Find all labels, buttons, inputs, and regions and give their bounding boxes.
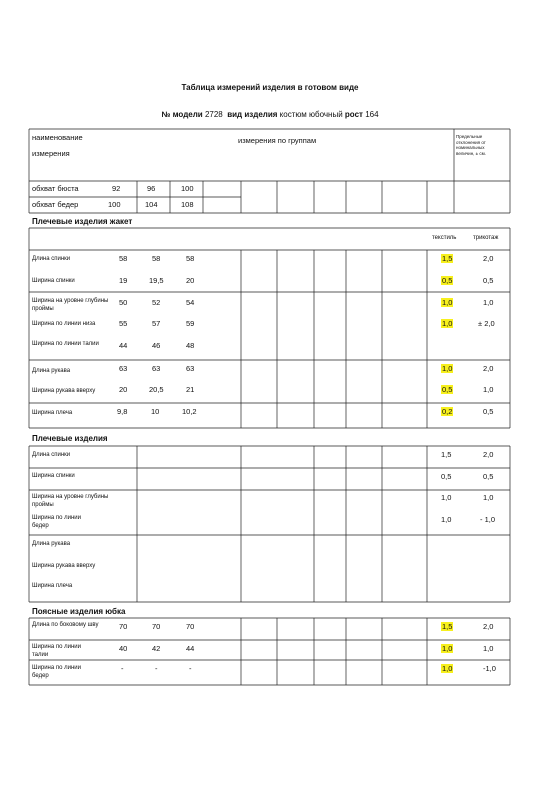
tolerance-cell [441,319,453,328]
knit-cell: 1,0 [483,298,494,307]
knit-cell: 2,0 [483,254,494,263]
tolerance-value: 0,2 [442,407,453,416]
section-heading-skirt: Поясные изделия юбка [32,607,126,616]
table-row-label: Ширина плеча [32,583,73,589]
body-row-value: 108 [181,200,194,209]
table-row-label: Ширина по линии бедер [32,515,81,529]
table-cell: 44 [186,644,195,653]
table-cell: 54 [186,298,195,307]
knit-cell: 2,0 [483,364,494,373]
tolerance-value: 0,5 [442,276,453,285]
tolerance-cell [441,298,453,307]
table-cell: 20,5 [149,385,164,394]
knit-cell: 2,0 [483,450,494,459]
table-cell: 55 [119,319,128,328]
header-tol-line2: отклонения от [456,139,486,145]
header-name [32,133,83,158]
table-cell: - [189,664,192,673]
table-cell: 58 [152,254,161,263]
table-cell: 63 [186,364,195,373]
model-number: 2728 [204,110,223,119]
column-knit: трикотаж [473,235,499,241]
tolerance-cell [441,622,453,631]
table-cell: 44 [119,341,128,350]
table-cell: - [155,664,158,673]
table-row-label: Ширина плеча [32,410,73,416]
table-row-label: Ширина рукава вверху [32,563,96,569]
body-row-value: 96 [147,184,156,193]
table-cell: 40 [119,644,128,653]
table-cell: 48 [186,341,195,350]
body-row-label: обхват бюста [32,184,79,193]
table-cell: 9,8 [117,407,128,416]
tolerance-value: 1,0 [442,298,453,307]
table-cell: 63 [119,364,128,373]
table-cell: 58 [119,254,128,263]
tolerance-cell [441,254,453,263]
tolerance-value: 1,0 [442,319,453,328]
column-textile: текстиль [432,235,457,241]
table-cell: 19,5 [149,276,164,285]
body-row-value: 100 [181,184,194,193]
knit-cell: 0,5 [483,276,494,285]
table-row-label: Длина рукава [32,368,71,374]
header-name-line2: измерения [32,149,70,158]
header-tolerance [456,134,486,156]
height-value: 164 [365,110,379,119]
knit-cell: 2,0 [483,622,494,631]
body-row-value: 92 [112,184,121,193]
section-heading-jacket: Плечевые изделия жакет [32,217,133,226]
table-cell: 10,2 [182,407,197,416]
table-row-label: Ширина по линии талии [32,644,81,658]
table-row-label: Длина по боковому шву [32,622,99,628]
tolerance-value: 1,0 [442,644,453,653]
table-row-label: Ширина рукава вверху [32,388,96,394]
table-cell: 21 [186,385,195,394]
knit-cell: ± 2,0 [478,319,495,328]
tolerance-value: 0,5 [442,385,453,394]
table-cell: 59 [186,319,195,328]
table-row-label: Длина рукава [32,541,71,547]
header-name-line1: наименование [32,133,83,142]
table-cell: - [121,664,124,673]
height-label: рост [344,110,363,119]
tolerance-cell: 0,5 [441,472,452,481]
knit-cell: 0,5 [483,407,494,416]
table-cell: 46 [152,341,161,350]
header-tol-line4: величин, ± см. [456,150,486,156]
table-cell: 42 [152,644,161,653]
table-row-label: Длина спинки [32,452,71,458]
body-row-value: 100 [108,200,121,209]
document-title: Таблица измерений изделия в готовом виде [181,83,359,92]
table-row-label: Ширина спинки [32,278,75,284]
tolerance-cell [441,664,453,673]
header-tol-line3: номинальных [456,145,485,150]
type-value: костюм юбочный [279,110,343,119]
table-row-label: Ширина спинки [32,473,75,479]
table-row-label: Ширина по линии талии [32,341,99,347]
table-cell: 70 [152,622,161,631]
knit-cell: 1,0 [483,493,494,502]
table-cell: 19 [119,276,128,285]
table-row-label: Ширина на уровне глубины проймы [32,298,109,312]
table-cell: 63 [152,364,161,373]
knit-cell: 1,0 [483,644,494,653]
table-cell: 58 [186,254,195,263]
table-cell: 10 [151,407,160,416]
tolerance-cell [441,364,453,373]
knit-cell: -1,0 [483,664,496,673]
table-cell: 50 [119,298,128,307]
model-label: № модели [161,110,203,119]
table-cell: 20 [186,276,195,285]
tolerance-cell [441,276,453,285]
tolerance-cell: 1,0 [441,515,452,524]
section-heading-shoulder: Плечевые изделия [32,434,108,443]
tolerance-cell [441,407,453,416]
table-row-label: Ширина на уровне глубины проймы [32,494,109,508]
table-cell: 52 [152,298,161,307]
table-row-label: Ширина по линии низа [32,321,96,327]
knit-cell: 1,0 [483,385,494,394]
tolerance-value: 1,5 [442,622,453,631]
tolerance-value: 1,5 [442,254,453,263]
body-row-value: 104 [145,200,158,209]
table-row-label: Ширина по линии бедер [32,665,81,679]
tolerance-cell: 1,5 [441,450,452,459]
type-label: вид изделия [227,110,278,119]
table-row-label: Длина спинки [32,256,71,262]
tolerance-value: 1,0 [442,664,453,673]
tolerance-cell [441,644,453,653]
body-row-label: обхват бедер [32,200,79,209]
table-cell: 20 [119,385,128,394]
header-groups: измерения по группам [238,136,317,145]
table-cell: 57 [152,319,161,328]
knit-cell: 0,5 [483,472,494,481]
table-cell: 70 [186,622,195,631]
table-cell: 70 [119,622,128,631]
knit-cell: - 1,0 [480,515,496,524]
tolerance-cell: 1,0 [441,493,452,502]
tolerance-cell [441,385,453,394]
tolerance-value: 1,0 [442,364,453,373]
header-tol-line1: Предельные [456,134,483,139]
